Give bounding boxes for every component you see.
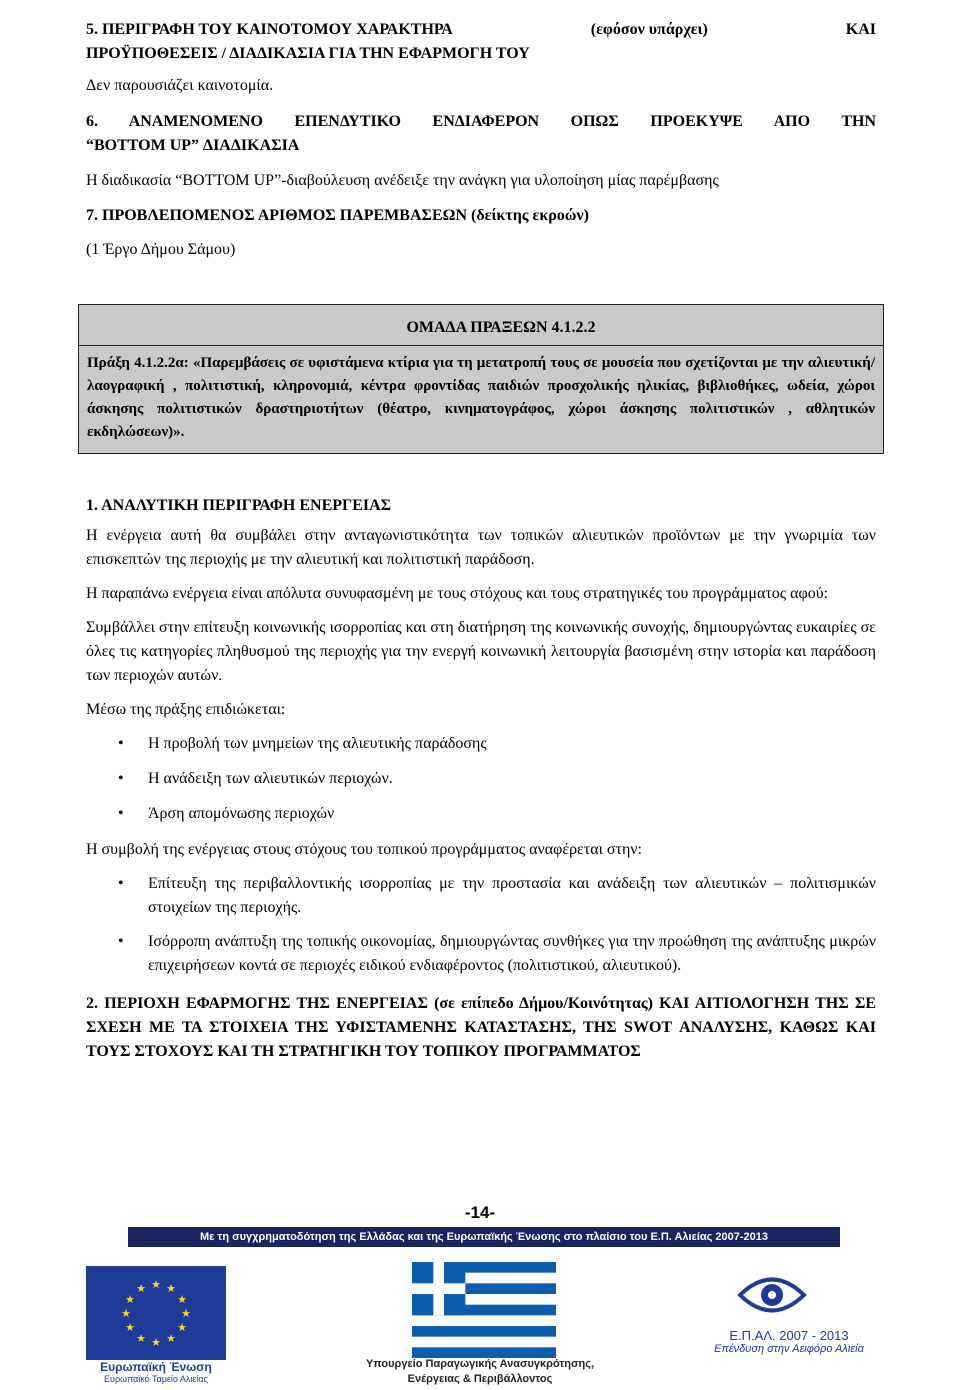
epal-caption xyxy=(694,1328,884,1355)
analysis-paragraph-2: Η παραπάνω ενέργεια είναι απόλυτα συνυφασμένη με τους στόχους και τους στρατηγικές του προγράμματος αφού: xyxy=(86,585,829,602)
action-group-title: ΟΜΑΔΑ ΠΡΑΞΕΩΝ 4.1.2.2 xyxy=(79,305,883,346)
list-item: • Ισόρροπη ανάπτυξη της τοπικής οικονομίας, δημιουργώντας συνθήκες για την προώθηση της ανάπτυξης μικρών επιχειρήσεων κοντά σε περιοχές ειδικού ενδιαφέροντος (πολιτιστικού, αλιευτικού). xyxy=(86,930,876,978)
eu-caption xyxy=(86,1360,226,1384)
bullet-list-contribution xyxy=(86,872,876,978)
section5-heading-mid: (εφόσον υπάρχει) xyxy=(590,21,708,38)
section6-body: Η διαδικασία “BOTTOM UP”-διαβούλευση ανέδειξε την ανάγκη για υλοποίηση μίας παρέμβασης xyxy=(86,172,719,189)
analysis-paragraph-4: Μέσω της πράξης επιδιώκεται: xyxy=(86,701,286,718)
svg-text:★: ★ xyxy=(166,1332,176,1345)
fish-eye-logo-icon xyxy=(732,1262,812,1328)
eu-flag-icon xyxy=(86,1266,226,1360)
document-page xyxy=(86,18,876,262)
svg-text:★: ★ xyxy=(181,1307,191,1320)
svg-text:★: ★ xyxy=(125,1321,135,1334)
section7-heading: 7. ΠΡΟΒΛΕΠΟΜΕΝΟΣ ΑΡΙΘΜΟΣ ΠΑΡΕΜΒΑΣΕΩΝ (δείκτης εκροών) xyxy=(86,207,589,224)
bullet-icon: • xyxy=(118,933,124,950)
funding-banner: Με τη συγχρηματοδότηση της Ελλάδας και της Ευρωπαϊκής Ένωσης στο πλαίσιο του Ε.Π. Αλιείας 2007-2013 xyxy=(128,1227,840,1247)
bullet-icon: • xyxy=(118,805,124,822)
list-item: • Η ανάδειξη των αλιευτικών περιοχών. xyxy=(86,767,876,791)
ministry-line-1: Υπουργείο Παραγωγικής Ανασυγκρότησης, xyxy=(365,1358,595,1370)
bullet-icon: • xyxy=(118,770,124,787)
svg-text:★: ★ xyxy=(121,1307,131,1320)
bullet-list-objectives xyxy=(86,732,876,826)
epal-subtitle: Επένδυση στην Αειφόρο Αλιεία xyxy=(714,1343,864,1355)
svg-text:★: ★ xyxy=(136,1282,146,1295)
svg-text:★: ★ xyxy=(166,1282,176,1295)
bullet-icon: • xyxy=(118,875,124,892)
analysis-heading: 1. ΑΝΑΛΥΤΙΚΗ ΠΕΡΙΓΡΑΦΗ ΕΝΕΡΓΕΙΑΣ xyxy=(86,497,392,514)
section5-heading-line1 xyxy=(86,18,876,42)
action-group-box xyxy=(78,304,884,454)
analysis-paragraph-5: Η συμβολή της ενέργειας στους στόχους του τοπικού προγράμματος αναφέρεται στην: xyxy=(86,841,642,858)
action-group-text: Πράξη 4.1.2.2α: «Παρεμβάσεις σε υφιστάμενα κτίρια για τη μετατροπή τους σε μουσεία που σχετίζονται με την αλιευτική/λαογραφική , πολιτιστική, κληρονομιά, κέντρα φροντίδας παιδιών προσχολικής ηλικίας, βιβλιοθήκες, ωδεία, χώροι άσκησης πολιτιστικών δραστηριοτήτων (θέατρο, κινηματογράφος, χώροι άσκησης πολιτιστικών , αθλητικών εκδηλώσεων)». xyxy=(87,355,875,440)
section2-heading: 2. ΠΕΡΙΟΧΗ ΕΦΑΡΜΟΓΗΣ ΤΗΣ ΕΝΕΡΓΕΙΑΣ (σε επίπεδο Δήμου/Κοινότητας) ΚΑΙ ΑΙΤΙΟΛΟΓΗΣΗ ΤΗΣ ΣΕ ΣΧΕΣΗ ΜΕ ΤΑ ΣΤΟΙΧΕΙΑ ΤΗΣ ΥΦΙΣΤΑΜΕΝΗΣ ΚΑΤΑΣΤΑΣΗΣ, ΤΗΣ SWOT ΑΝΑΛΥΣΗΣ, ΚΑΘΩΣ ΚΑΙ ΤΟΥΣ ΣΤΟΧΟΥΣ ΚΑΙ ΤΗ ΣΤΡΑΤΗΓΙΚΗ ΤΟΥ ΤΟΠΙΚΟΥ ΠΡΟΓΡΑΜΜΑΤΟΣ xyxy=(86,995,876,1060)
bullet-icon: • xyxy=(118,735,124,752)
page-number: -14- xyxy=(464,1203,496,1222)
svg-text:★: ★ xyxy=(151,1278,161,1291)
section5-heading-right: ΚΑΙ xyxy=(845,21,876,38)
ministry-caption xyxy=(320,1357,640,1387)
epal-title: Ε.Π.ΑΛ. 2007 - 2013 xyxy=(729,1328,849,1343)
section7-body: (1 Έργο Δήμου Σάμου) xyxy=(86,241,236,258)
analysis-section xyxy=(86,494,876,1064)
list-item: • Άρση απομόνωσης περιοχών xyxy=(86,802,876,826)
greek-flag-icon xyxy=(410,1262,558,1358)
svg-text:★: ★ xyxy=(136,1332,146,1345)
ministry-line-2: Ενέργειας & Περιβάλλοντος xyxy=(407,1373,553,1385)
section5-body: Δεν παρουσιάζει καινοτομία. xyxy=(86,77,274,94)
svg-text:★: ★ xyxy=(151,1336,161,1349)
section5-heading-line2: ΠΡΟΫΠΟΘΕΣΕΙΣ / ΔΙΑΔΙΚΑΣΙΑ ΓΙΑ ΤΗΝ ΕΦΑΡΜΟΓΗ ΤΟΥ xyxy=(86,45,530,62)
section5-heading-left: 5. ΠΕΡΙΓΡΑΦΗ ΤΟΥ ΚΑΙΝΟΤΟΜΟΥ ΧΑΡΑΚΤΗΡΑ xyxy=(86,21,453,38)
eu-subtitle: Ευρωπαϊκό Ταμείο Αλιείας xyxy=(104,1374,208,1384)
eu-title: Ευρωπαϊκή Ένωση xyxy=(100,1360,212,1374)
analysis-paragraph-3: Συμβάλλει στην επίτευξη κοινωνικής ισορροπίας και στη διατήρηση της κοινωνικής συνοχής, δημιουργώντας ευκαιρίες σε όλες τις κατηγορίες πληθυσμού της περιοχής για την ενεργή κοινωνική λειτουργία βασισμένη στην ιστορία και παράδοση των περιοχών αυτών. xyxy=(86,619,876,684)
list-item: • Επίτευξη της περιβαλλοντικής ισορροπίας με την προστασία και ανάδειξη των αλιευτικών – πολιτισμικών στοιχείων της περιοχής. xyxy=(86,872,876,920)
svg-text:★: ★ xyxy=(177,1321,187,1334)
section6-heading-line2: “BOTTOM UP” ΔΙΑΔΙΚΑΣΙΑ xyxy=(86,137,300,154)
svg-text:★: ★ xyxy=(125,1293,135,1306)
analysis-paragraph-1: Η ενέργεια αυτή θα συμβάλει στην ανταγωνιστικότητα των τοπικών αλιευτικών προϊόντων με την γνωριμία των επισκεπτών της περιοχής με την αλιευτική και πολιτιστική παράδοση. xyxy=(86,527,876,568)
list-item: • Η προβολή των μνημείων της αλιευτικής παράδοσης xyxy=(86,732,876,756)
section6-heading-line1: 6. ΑΝΑΜΕΝΟΜΕΝΟ ΕΠΕΝΔΥΤΙΚΟ ΕΝΔΙΑΦΕΡΟΝ ΟΠΩΣ ΠΡΟΕΚΥΨΕ ΑΠΟ ΤΗΝ xyxy=(86,113,876,130)
svg-text:★: ★ xyxy=(177,1293,187,1306)
